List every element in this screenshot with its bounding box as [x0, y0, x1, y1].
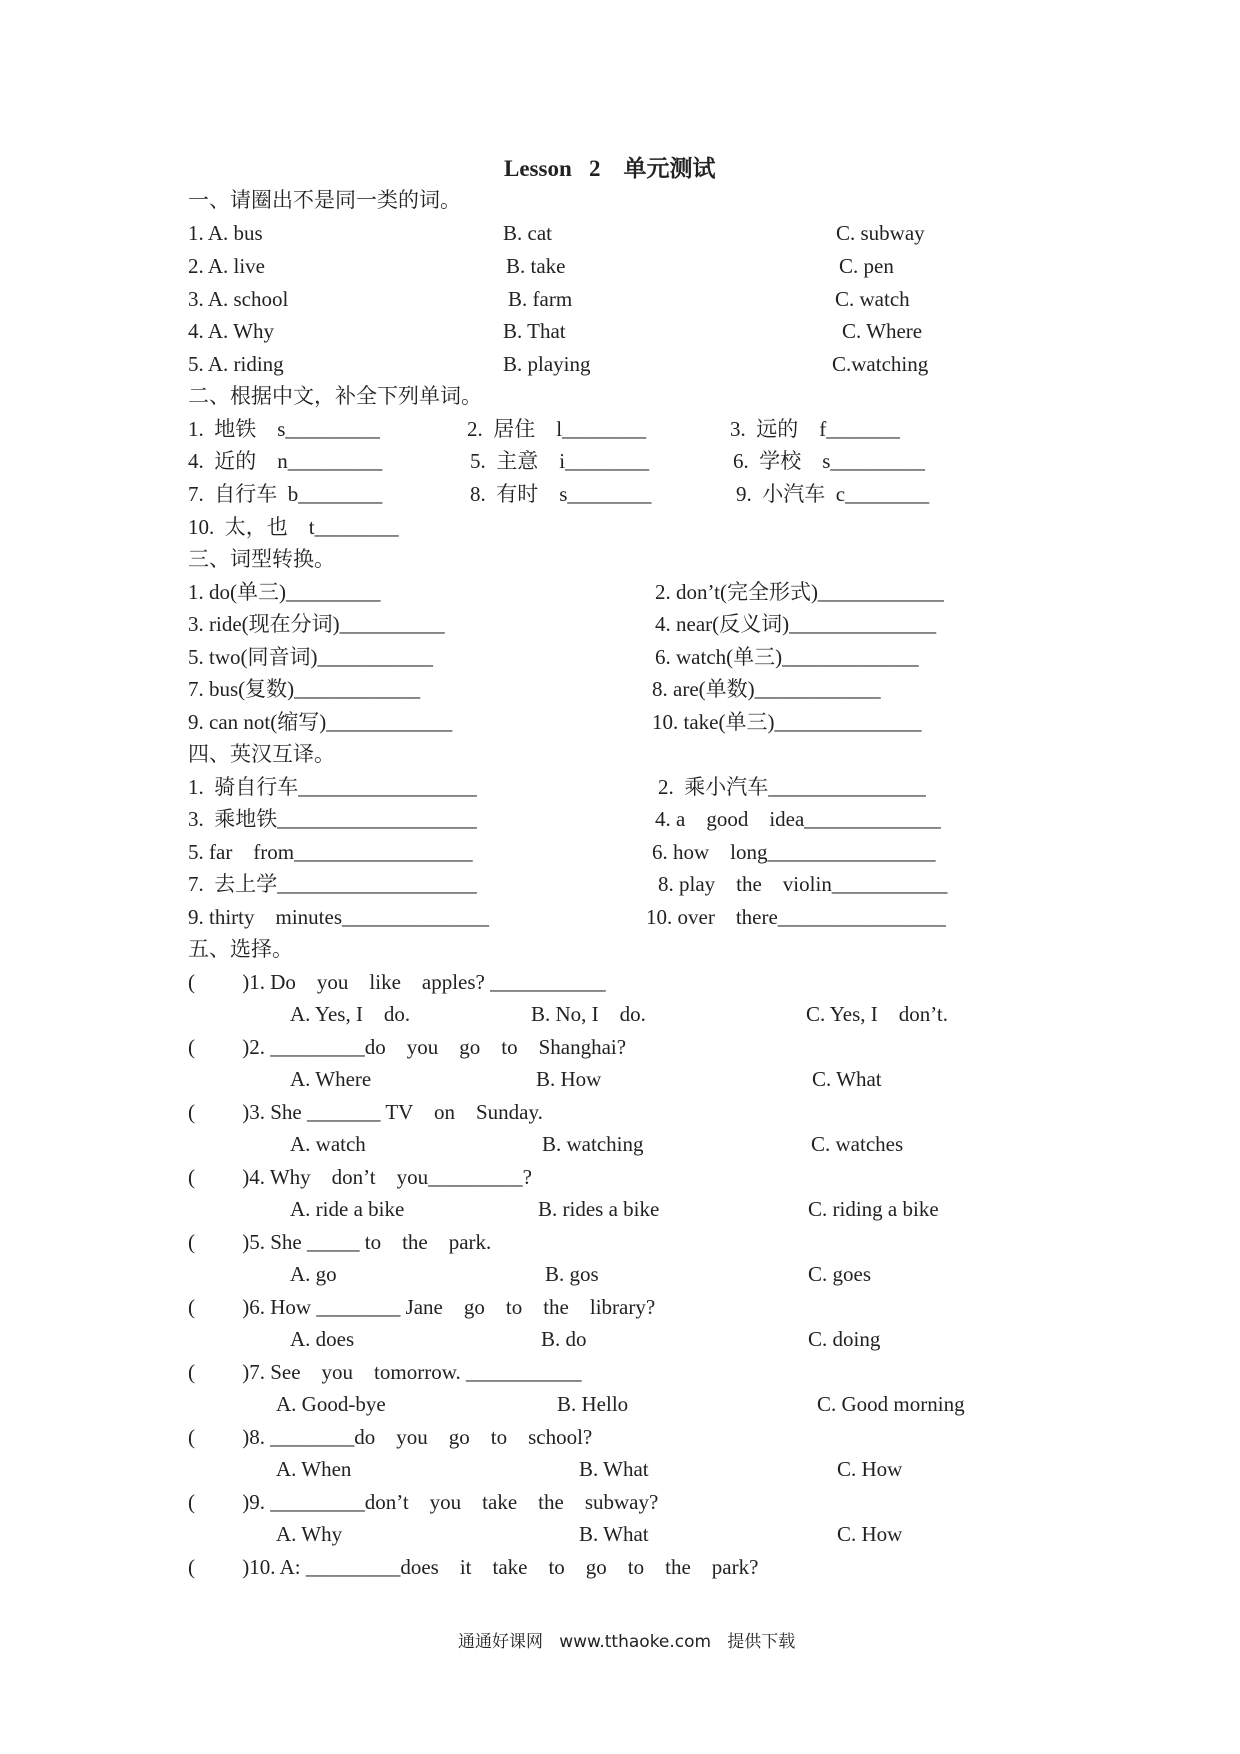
s2-q3: 3. 远的 f_______ — [730, 417, 900, 441]
s5-q1-option-c: C. Yes, I don’t. — [806, 1002, 948, 1026]
s1-q4-c: C. Where — [842, 319, 923, 343]
s4-q1: 1. 骑自行车_________________ — [188, 775, 477, 799]
s3-q4: 4. near(反义词)______________ — [655, 612, 937, 636]
s1-q3-b: B. farm — [508, 287, 573, 311]
s5-q7-option-a: A. Good-bye — [276, 1392, 386, 1416]
s2-q7: 7. 自行车 b________ — [188, 482, 383, 506]
s2-q4: 4. 近的 n_________ — [188, 449, 383, 473]
s2-q10: 10. 太，也 t________ — [188, 515, 399, 539]
s5-q5-option-b: B. gos — [545, 1262, 599, 1286]
s5-q1-option-b: B. No, I do. — [531, 1002, 646, 1026]
s5-q4-question: ( )4. Why don’t you_________? — [188, 1165, 532, 1189]
s4-q3: 3. 乘地铁___________________ — [188, 807, 477, 831]
s5-q6-option-c: C. doing — [808, 1327, 881, 1351]
s5-q7-option-b: B. Hello — [557, 1392, 629, 1416]
s2-q5: 5. 主意 i________ — [470, 449, 650, 473]
s5-q4-option-a: A. ride a bike — [290, 1197, 405, 1221]
s2-q1: 1. 地铁 s_________ — [188, 417, 380, 441]
s5-q6-option-a: A. does — [290, 1327, 355, 1351]
s3-q5: 5. two(同音词)___________ — [188, 645, 433, 669]
s5-q2-option-b: B. How — [536, 1067, 602, 1091]
s5-q5-question: ( )5. She _____ to the park. — [188, 1230, 492, 1254]
s1-q5-a: 5. A. riding — [188, 352, 284, 376]
s1-q3-c: C. watch — [835, 287, 910, 311]
s5-q1-question: ( )1. Do you like apples? ___________ — [188, 970, 606, 994]
s1-q2-c: C. pen — [839, 254, 894, 278]
section-5-heading: 五、选择。 — [188, 937, 293, 961]
s5-q2-question: ( )2. _________do you go to Shanghai? — [188, 1035, 627, 1059]
s5-q8-option-b: B. What — [579, 1457, 649, 1481]
s3-q7: 7. bus(复数)____________ — [188, 677, 421, 701]
s1-q1-b: B. cat — [503, 221, 552, 245]
s3-q3: 3. ride(现在分词)__________ — [188, 612, 445, 636]
page-footer: 通通好课网 www.tthaoke.com 提供下载 — [458, 1632, 796, 1652]
s3-q8: 8. are(单数)____________ — [652, 677, 881, 701]
s1-q2-b: B. take — [506, 254, 566, 278]
s1-q3-a: 3. A. school — [188, 287, 289, 311]
s1-q5-b: B. playing — [503, 352, 591, 376]
s3-q9: 9. can not(缩写)____________ — [188, 710, 453, 734]
s2-q9: 9. 小汽车 c________ — [736, 482, 930, 506]
s1-q4-b: B. That — [503, 319, 566, 343]
section-3-heading: 三、词型转换。 — [188, 547, 335, 571]
s5-q7-option-c: C. Good morning — [817, 1392, 965, 1416]
s5-q2-option-a: A. Where — [290, 1067, 372, 1091]
s2-q8: 8. 有时 s________ — [470, 482, 652, 506]
s5-q3-option-b: B. watching — [542, 1132, 644, 1156]
s5-q8-option-c: C. How — [837, 1457, 903, 1481]
s5-q5-option-c: C. goes — [808, 1262, 871, 1286]
s3-q10: 10. take(单三)______________ — [652, 710, 922, 734]
s5-q6-question: ( )6. How ________ Jane go to the library? — [188, 1295, 656, 1319]
s5-q1-option-a: A. Yes, I do. — [290, 1002, 411, 1026]
s5-q4-option-b: B. rides a bike — [538, 1197, 660, 1221]
s1-q2-a: 2. A. live — [188, 254, 265, 278]
section-1-heading: 一、请圈出不是同一类的词。 — [188, 188, 461, 212]
s5-q6-option-b: B. do — [541, 1327, 587, 1351]
s2-q2: 2. 居住 l________ — [467, 417, 647, 441]
page-title: Lesson 2 单元测试 — [504, 156, 716, 181]
s4-q8: 8. play the violin___________ — [658, 872, 948, 896]
s5-q2-option-c: C. What — [812, 1067, 882, 1091]
section-2-heading: 二、根据中文，补全下列单词。 — [188, 384, 482, 408]
s4-q10: 10. over there________________ — [646, 905, 946, 929]
s5-q4-option-c: C. riding a bike — [808, 1197, 939, 1221]
s4-q4: 4. a good idea_____________ — [655, 807, 941, 831]
s5-q9-option-b: B. What — [579, 1522, 649, 1546]
s5-q3-question: ( )3. She _______ TV on Sunday. — [188, 1100, 543, 1124]
section-4-heading: 四、英汉互译。 — [188, 742, 335, 766]
s1-q1-c: C. subway — [836, 221, 925, 245]
s4-q9: 9. thirty minutes______________ — [188, 905, 489, 929]
s5-q9-option-c: C. How — [837, 1522, 903, 1546]
s5-q8-option-a: A. When — [276, 1457, 352, 1481]
s3-q6: 6. watch(单三)_____________ — [655, 645, 919, 669]
s2-q6: 6. 学校 s_________ — [733, 449, 925, 473]
s1-q5-c: C.watching — [832, 352, 929, 376]
s5-q7-question: ( )7. See you tomorrow. ___________ — [188, 1360, 582, 1384]
s5-q8-question: ( )8. ________do you go to school? — [188, 1425, 593, 1449]
s5-q5-option-a: A. go — [290, 1262, 337, 1286]
s4-q2: 2. 乘小汽车_______________ — [658, 775, 926, 799]
s5-q3-option-a: A. watch — [290, 1132, 366, 1156]
s4-q6: 6. how long________________ — [652, 840, 936, 864]
s1-q4-a: 4. A. Why — [188, 319, 274, 343]
s3-q1: 1. do(单三)_________ — [188, 580, 381, 604]
s5-q10-question: ( )10. A: _________does it take to go to the park? — [188, 1555, 759, 1579]
s5-q3-option-c: C. watches — [811, 1132, 904, 1156]
s4-q5: 5. far from_________________ — [188, 840, 473, 864]
s1-q1-a: 1. A. bus — [188, 221, 263, 245]
s5-q9-option-a: A. Why — [276, 1522, 343, 1546]
s4-q7: 7. 去上学___________________ — [188, 872, 477, 896]
s5-q9-question: ( )9. _________don’t you take the subway? — [188, 1490, 659, 1514]
s3-q2: 2. don’t(完全形式)____________ — [655, 580, 944, 604]
